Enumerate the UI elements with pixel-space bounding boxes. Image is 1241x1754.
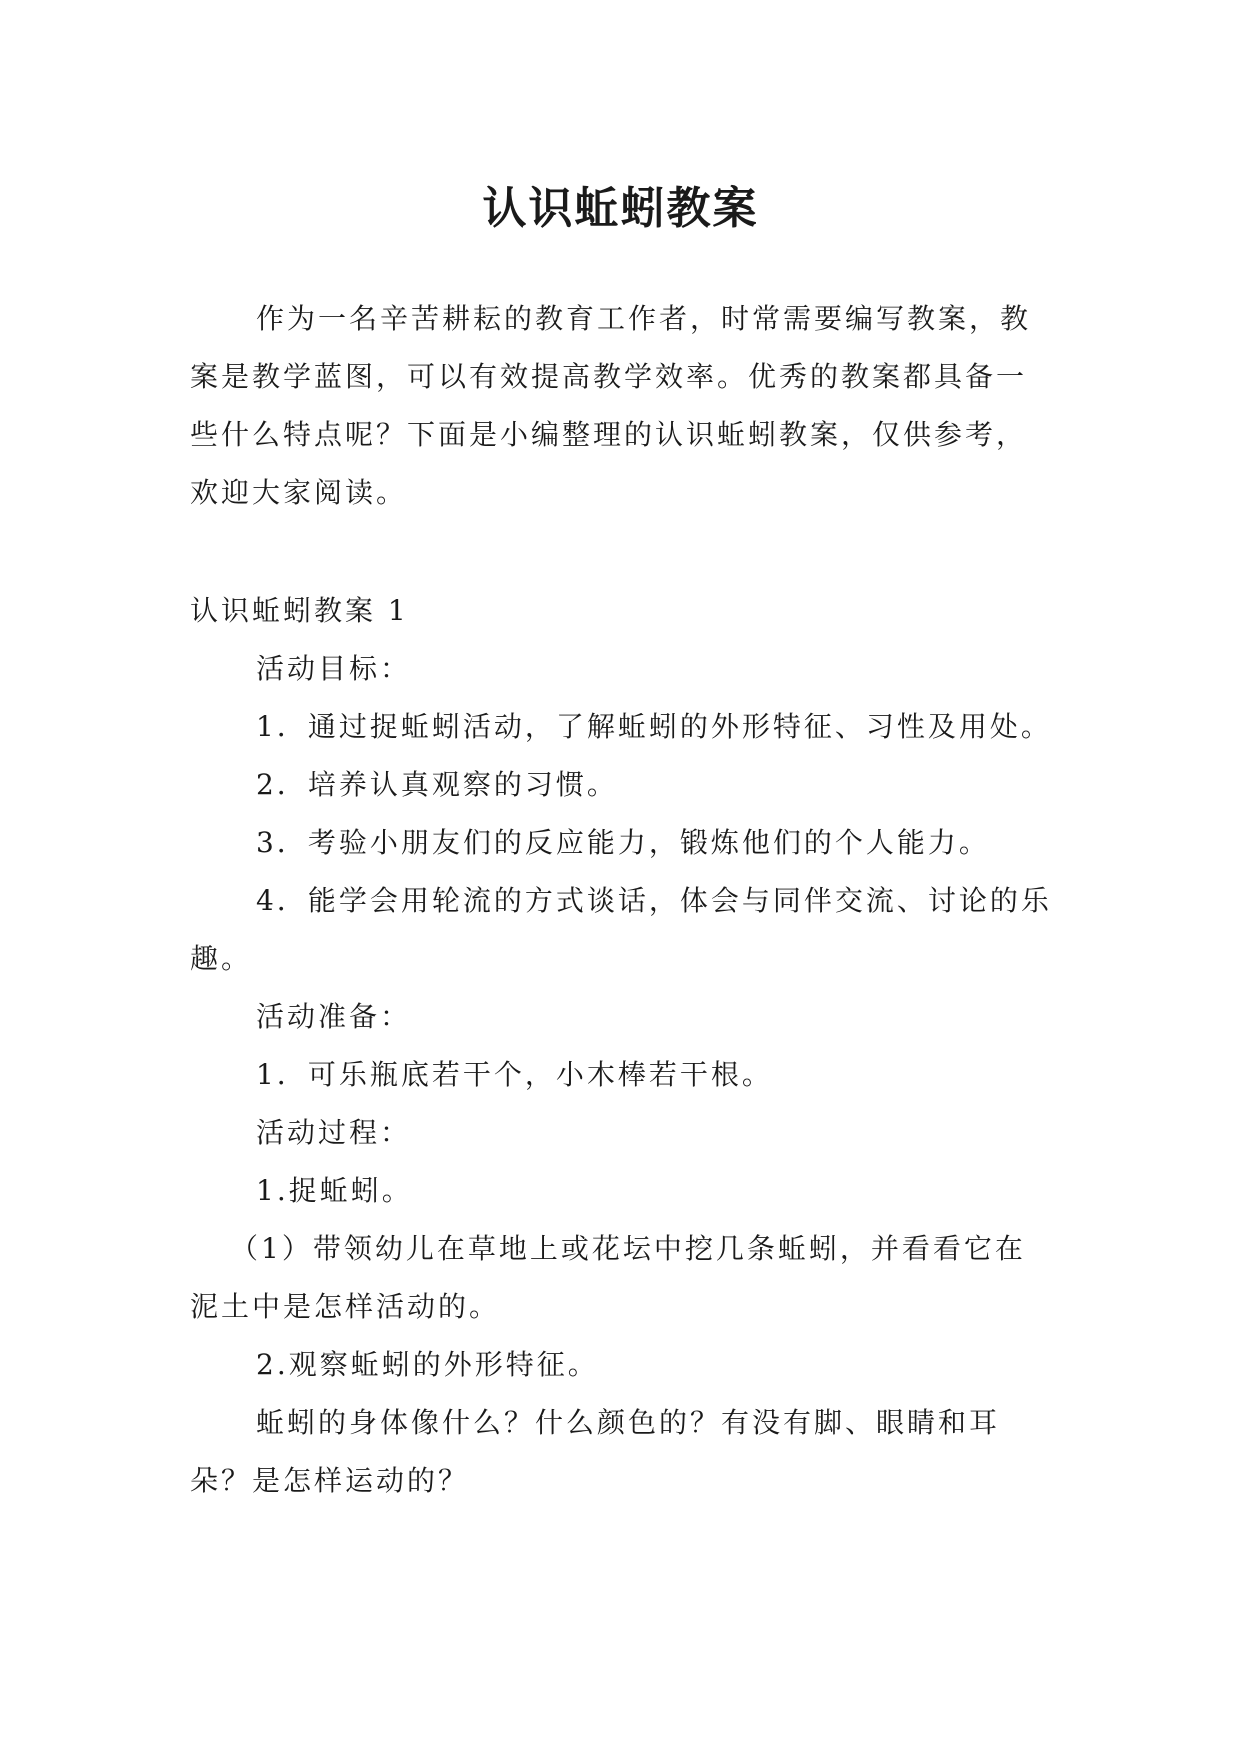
process-heading: 活动过程： <box>256 1116 412 1149</box>
prep-item: 1．可乐瓶底若干个，小木棒若干根。 <box>256 1058 773 1091</box>
section-heading: 认识蚯蚓教案 1 <box>190 594 409 627</box>
intro-paragraph: 作为一名辛苦耕耘的教育工作者，时常需要编写教案，教案是教学蓝图，可以有效提高教学效率。优秀的教案都具备一些什么特点呢？下面是小编整理的认识蚯蚓教案，仅供参考，欢迎大家阅读。 <box>190 302 1032 509</box>
goal-item: 2．培养认真观察的习惯。 <box>256 768 618 801</box>
process-item: 1.捉蚯蚓。 <box>256 1174 413 1207</box>
document-body <box>190 290 1052 1510</box>
goal-item: 3．考验小朋友们的反应能力，锻炼他们的个人能力。 <box>256 826 990 859</box>
process-item: 蚯蚓的身体像什么？什么颜色的？有没有脚、眼睛和耳朵？是怎样运动的？ <box>190 1406 1001 1497</box>
process-item: （1）带领幼儿在草地上或花坛中挖几条蚯蚓，并看看它在泥土中是怎样活动的。 <box>190 1232 1026 1323</box>
process-item: 2.观察蚯蚓的外形特征。 <box>256 1348 599 1381</box>
goals-heading: 活动目标： <box>256 652 412 685</box>
page-title: 认识蚯蚓教案 <box>482 183 759 235</box>
prep-heading: 活动准备： <box>256 1000 412 1033</box>
goal-item: 4．能学会用轮流的方式谈话，体会与同伴交流、讨论的乐趣。 <box>190 884 1052 975</box>
goal-item: 1．通过捉蚯蚓活动，了解蚯蚓的外形特征、习性及用处。 <box>256 710 1052 743</box>
